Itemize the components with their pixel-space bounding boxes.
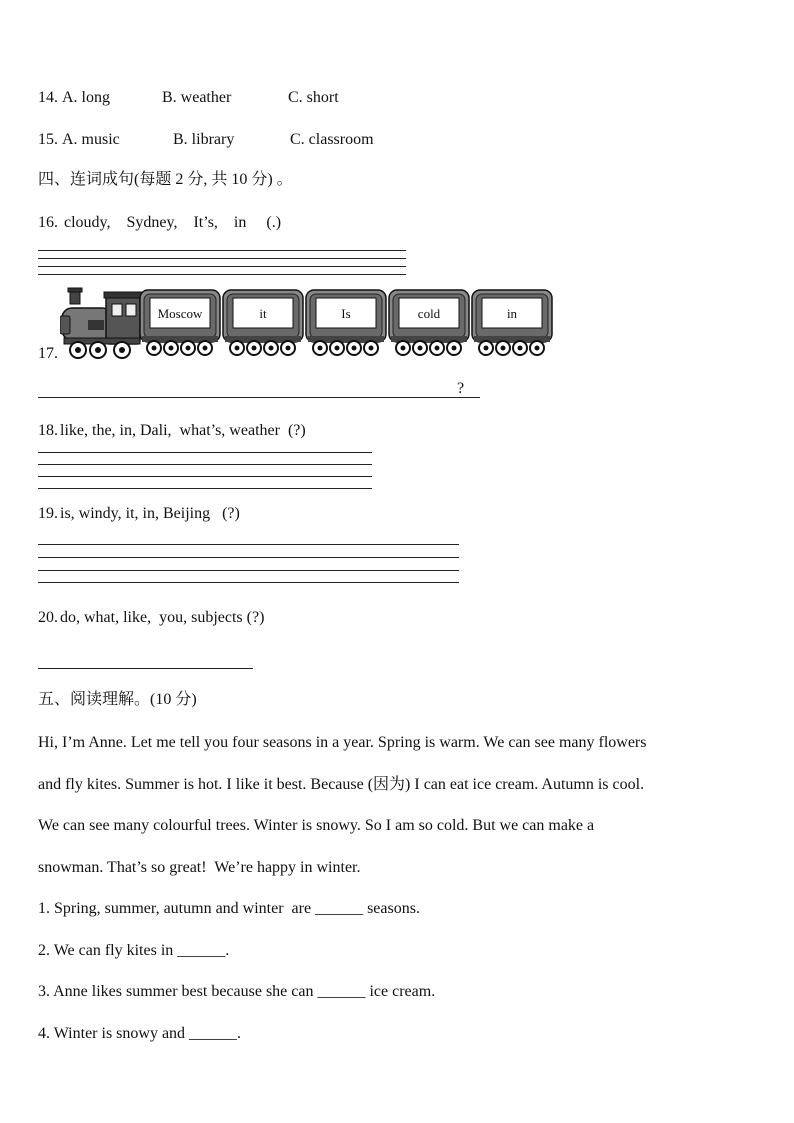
word-list: do, what, like, you, subjects (?) (60, 609, 265, 626)
passage-line: snowman. That’s so great! We’re happy in winter. (38, 859, 361, 876)
option-a: A. long (62, 89, 110, 106)
answer-line (38, 274, 406, 275)
section-5-heading: 五、阅读理解。(10 分) (38, 691, 197, 708)
question-number: 16. (38, 214, 58, 231)
answer-line (38, 557, 459, 558)
train-car (140, 290, 220, 355)
train-car-word: in (506, 306, 518, 321)
option-c: C. short (288, 89, 339, 106)
answer-line (38, 266, 406, 267)
answer-line (38, 464, 372, 465)
train-car-word: it (259, 306, 267, 321)
answer-line (38, 397, 480, 398)
locomotive-icon (60, 288, 142, 358)
word-list: like, the, in, Dali, what’s, weather (?) (60, 422, 306, 439)
answer-line (38, 476, 372, 477)
question-number: 15. (38, 131, 58, 148)
train-car-word: Is (341, 306, 351, 321)
train-image (60, 286, 560, 362)
train-car (389, 290, 469, 355)
train-car (472, 290, 552, 355)
question-number: 18. (38, 422, 58, 439)
word-list: cloudy, Sydney, It’s, in (.) (64, 214, 282, 231)
train-car (223, 290, 303, 355)
train-car (306, 290, 386, 355)
answer-line (38, 582, 459, 583)
train-car-word: Moscow (157, 306, 203, 321)
answer-line (38, 452, 372, 453)
passage-line: and fly kites. Summer is hot. I like it best. Because (因为) I can eat ice cream. Autumn is cool. (38, 776, 645, 793)
option-c: C. classroom (290, 131, 374, 148)
reading-question-2: 2. We can fly kites in ______. (38, 942, 230, 959)
train-car-word: cold (417, 306, 441, 321)
passage-line: Hi, I’m Anne. Let me tell you four seasons in a year. Spring is warm. We can see many flowers (38, 734, 647, 751)
word-list: is, windy, it, in, Beijing (?) (60, 505, 240, 522)
end-mark: ? (457, 380, 465, 397)
question-number: 19. (38, 505, 58, 522)
answer-line (38, 544, 459, 545)
passage-line: We can see many colourful trees. Winter is snowy. So I am so cold. But we can make a (38, 817, 595, 834)
reading-question-3: 3. Anne likes summer best because she can ______ ice cream. (38, 983, 436, 1000)
question-number: 20. (38, 609, 58, 626)
option-b: B. library (173, 131, 235, 148)
reading-question-1: 1. Spring, summer, autumn and winter are ______ seasons. (38, 900, 420, 917)
answer-line (38, 250, 406, 251)
section-4-heading: 四、连词成句(每题 2 分, 共 10 分) 。 (38, 171, 293, 188)
answer-line (38, 488, 372, 489)
answer-line (38, 570, 459, 571)
question-number: 14. (38, 89, 58, 106)
option-a: A. music (62, 131, 120, 148)
answer-line (38, 668, 253, 669)
question-17-number: 17. (38, 345, 58, 362)
reading-question-4: 4. Winter is snowy and ______. (38, 1025, 242, 1042)
answer-line (38, 258, 406, 259)
option-b: B. weather (162, 89, 232, 106)
